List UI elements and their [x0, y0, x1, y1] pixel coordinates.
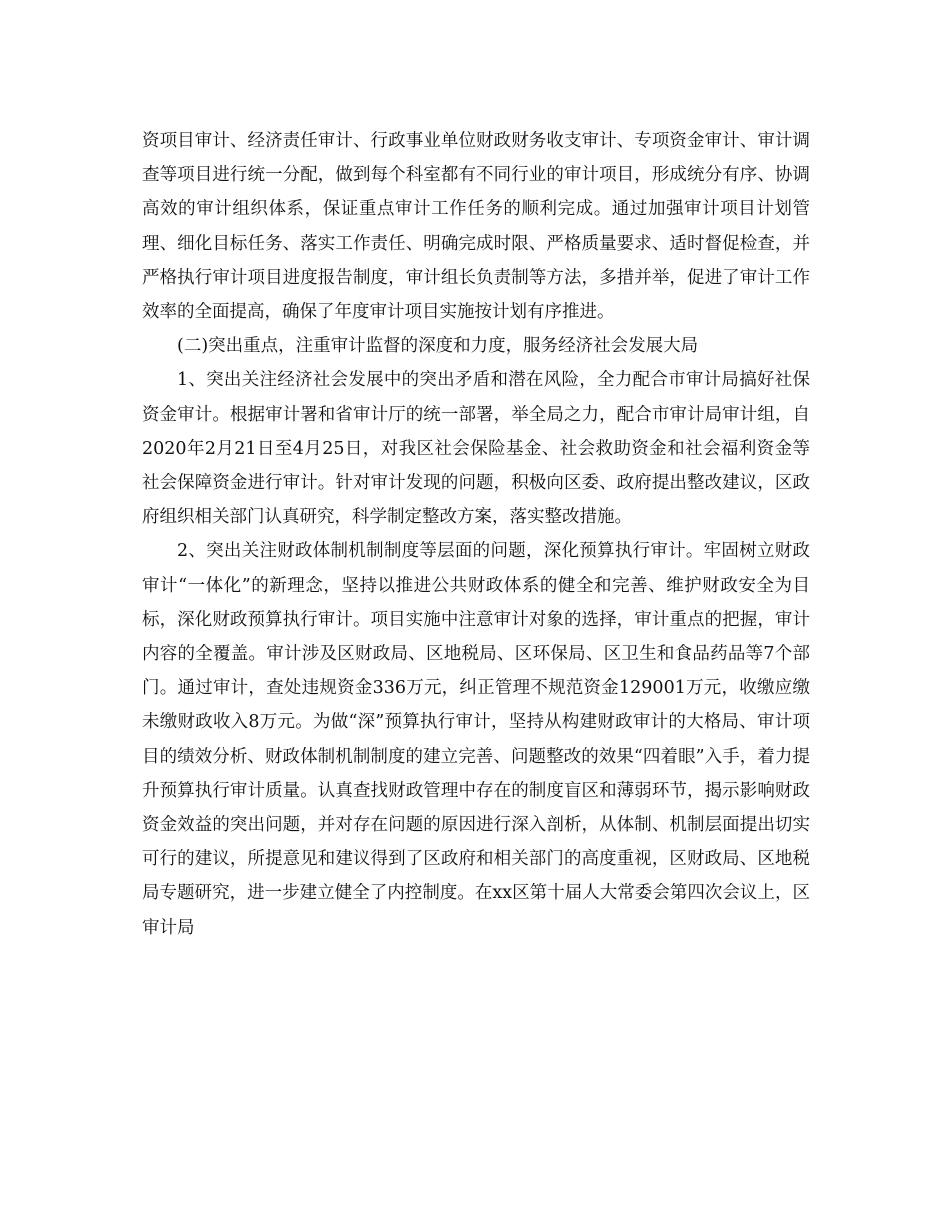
section-heading: (二)突出重点，注重审计监督的深度和力度，服务经济社会发展大局 — [177, 336, 699, 357]
paragraph-continued: 资项目审计、经济责任审计、行政事业单位财政财务收支审计、专项资金审计、审计调查等项目进行统一分配，做到每个科室都有不同行业的审计项目，形成统分有序、协调高效的审计组织体系，保证重点审计工作任务的顺利完成。通过加强审计项目计划管理、细化目标任务、落实工作责任、明确完成时限、严格质量要求、适时督促检查，并严格执行审计项目进度报告制度，审计组长负责制等方法，多措并举，促进了审计工作效率的全面提高，确保了年度审计项目实施按计划有序推进。 — [142, 131, 810, 323]
paragraph-item-2: 2、突出关注财政体制机制制度等层面的问题，深化预算执行审计。牢固树立财政审计“一体化”的新理念，坚持以推进公共财政体系的健全和完善、维护财政安全为目标，深化财政预算执行审计。项目实施中注意审计对象的选择，审计重点的把握，审计内容的全覆盖。审计涉及区财政局、区地税局、区环保局、区卫生和食品药品等7个部门。通过审计，查处违规资金336万元，纠正管理不规范资金129001万元，收缴应缴未缴财政收入8万元。为做“深”预算执行审计，坚持从构建财政审计的大格局、审计项目的绩效分析、财政体制机制制度的建立完善、问题整改的效果“四着眼”入手，着力提升预算执行审计质量。认真查找财政管理中存在的制度盲区和薄弱环节，揭示影响财政资金效益的突出问题，并对存在问题的原因进行深入剖析，从体制、机制层面提出切实可行的建议，所提意见和建议得到了区政府和相关部门的高度重视，区财政局、区地税局专题研究，进一步建立健全了内控制度。在xx区第十届人大常委会第四次会议上，区审计局 — [142, 541, 810, 938]
paragraph-item-1: 1、突出关注经济社会发展中的突出矛盾和潜在风险，全力配合市审计局搞好社保资金审计。根据审计署和省审计厅的统一部署，举全局之力，配合市审计局审计组，自2020年2月21日至4月25日，对我区社会保险基金、社会救助资金和社会福利资金等社会保障资金进行审计。针对审计发现的问题，积极向区委、政府提出整改建议，区政府组织相关部门认真研究，科学制定整改方案，落实整改措施。 — [142, 370, 810, 528]
document-body — [142, 124, 810, 945]
